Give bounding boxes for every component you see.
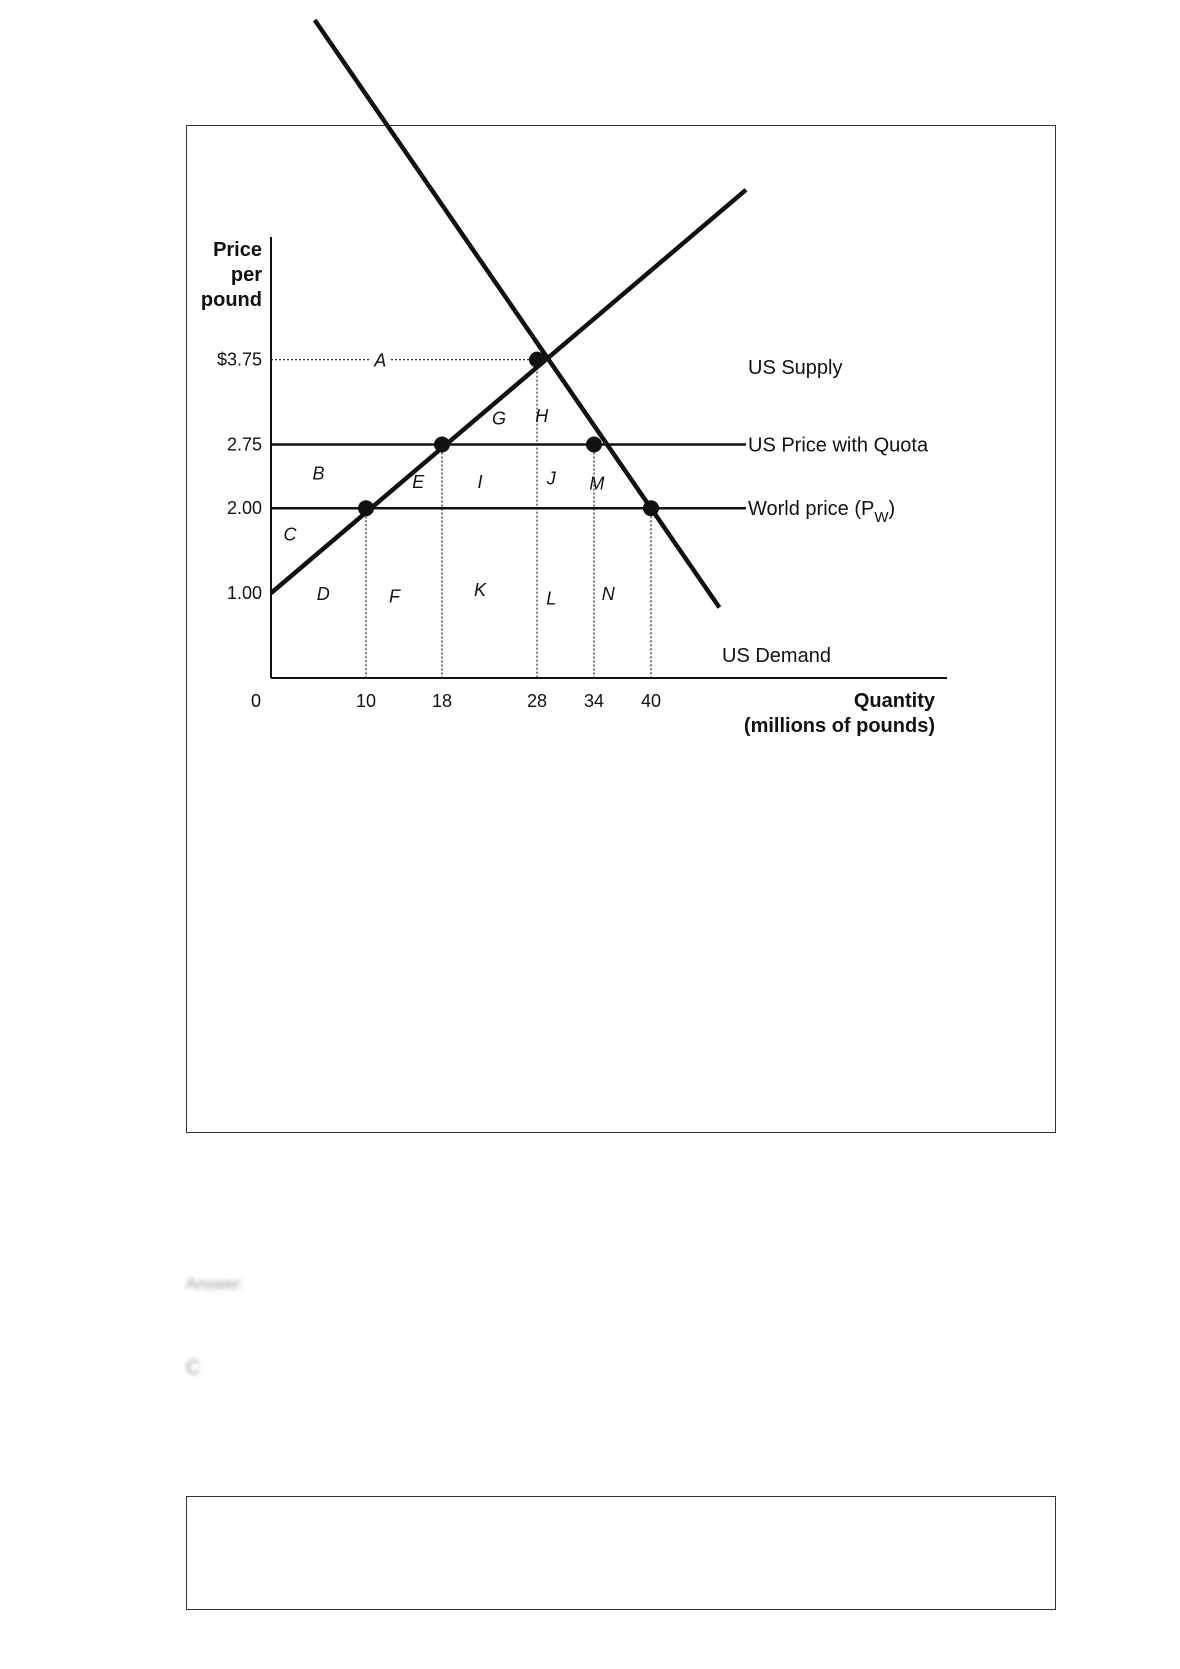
quota-label: US Price with Quota: [748, 434, 929, 457]
x-tick-label: 18: [431, 691, 453, 711]
area-label-h: H: [535, 405, 549, 426]
world-price-label: World price $(P_W)$: [748, 498, 896, 527]
area-label-f: F: [389, 586, 400, 607]
area-label-j: J: [546, 468, 556, 489]
area-label-e: E: [412, 472, 425, 493]
area-label-m: M: [589, 473, 605, 494]
demand-curve: [315, 20, 720, 608]
answer-label: Answer:: [186, 1276, 244, 1293]
supply-label: US Supply: [748, 357, 843, 379]
x-tick-label: 40: [640, 691, 662, 711]
area-label-a: A: [374, 350, 387, 371]
point-34-2.75: [586, 437, 602, 453]
x-axis-title-line: Quantity: [853, 690, 935, 712]
x-tick-label: 28: [526, 691, 548, 711]
area-label-b: B: [312, 463, 325, 484]
y-axis-title-line: pound: [200, 289, 262, 311]
y-tick-label: $3.75: [216, 349, 262, 370]
y-tick-label: 1.00: [226, 583, 262, 604]
area-label-l: L: [546, 588, 557, 609]
y-tick-label: 2.00: [226, 498, 262, 519]
area-label-k: K: [473, 579, 487, 600]
area-label-i: I: [477, 472, 483, 493]
answer-letter: C: [186, 1357, 201, 1379]
area-label-d: D: [316, 584, 330, 605]
area-label-c: C: [283, 524, 297, 545]
demand-label: US Demand: [722, 645, 831, 667]
point-28-3.75: [529, 352, 545, 368]
y-axis-title-line: Price: [213, 239, 262, 261]
x-tick-label: 10: [355, 691, 377, 711]
x-origin-label: 0: [250, 691, 262, 711]
area-label-g: G: [491, 408, 507, 429]
supply-curve: [271, 190, 746, 593]
y-axis-title-line: per: [230, 264, 262, 286]
point-10-2: [358, 500, 374, 516]
x-axis-title-line: (millions of pounds): [743, 715, 935, 737]
point-40-2: [643, 500, 659, 516]
point-18-2.75: [434, 437, 450, 453]
x-tick-label: 34: [583, 691, 605, 711]
y-tick-label: 2.75: [226, 434, 262, 455]
area-label-n: N: [601, 584, 615, 605]
